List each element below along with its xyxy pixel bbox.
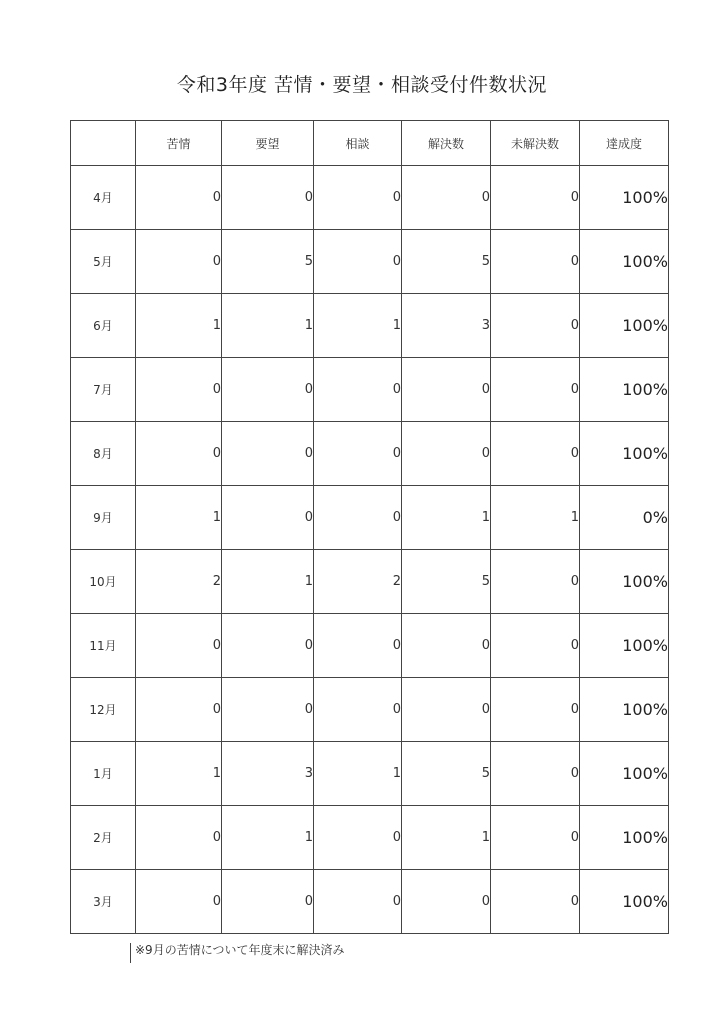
- unresolved-cell: 0: [491, 358, 580, 422]
- month-cell: 7月: [71, 358, 136, 422]
- consultations-cell: 0: [314, 614, 402, 678]
- resolved-cell: 3: [402, 294, 491, 358]
- table-row: [71, 678, 669, 742]
- achievement-rate-cell: 100%: [580, 422, 669, 486]
- unresolved-cell: 0: [491, 806, 580, 870]
- unresolved-cell: 0: [491, 742, 580, 806]
- header-achievement-rate: 達成度: [580, 121, 669, 166]
- consultations-cell: 0: [314, 230, 402, 294]
- unresolved-cell: 0: [491, 294, 580, 358]
- complaints-cell: 1: [136, 294, 222, 358]
- achievement-rate-cell: 100%: [580, 230, 669, 294]
- resolved-cell: 0: [402, 166, 491, 230]
- unresolved-cell: 0: [491, 230, 580, 294]
- footnote: ※9月の苦情について年度末に解決済み: [130, 943, 344, 963]
- consultations-cell: 0: [314, 422, 402, 486]
- month-cell: 4月: [71, 166, 136, 230]
- complaints-cell: 0: [136, 166, 222, 230]
- consultations-cell: 0: [314, 870, 402, 934]
- unresolved-cell: 0: [491, 614, 580, 678]
- complaints-cell: 2: [136, 550, 222, 614]
- table-row: [71, 806, 669, 870]
- table-row: [71, 166, 669, 230]
- month-cell: 12月: [71, 678, 136, 742]
- month-cell: 8月: [71, 422, 136, 486]
- complaints-cell: 0: [136, 230, 222, 294]
- achievement-rate-cell: 100%: [580, 294, 669, 358]
- header-resolved: 解決数: [402, 121, 491, 166]
- unresolved-cell: 0: [491, 550, 580, 614]
- achievement-rate-cell: 100%: [580, 870, 669, 934]
- table-row: [71, 358, 669, 422]
- consultations-cell: 0: [314, 486, 402, 550]
- resolved-cell: 5: [402, 230, 491, 294]
- complaints-cell: 0: [136, 614, 222, 678]
- unresolved-cell: 0: [491, 870, 580, 934]
- table-row: [71, 550, 669, 614]
- header-unresolved: 未解決数: [491, 121, 580, 166]
- requests-cell: 0: [222, 422, 314, 486]
- consultations-cell: 2: [314, 550, 402, 614]
- month-cell: 6月: [71, 294, 136, 358]
- month-cell: 11月: [71, 614, 136, 678]
- complaints-cell: 1: [136, 486, 222, 550]
- requests-cell: 0: [222, 486, 314, 550]
- page-title: 令和3年度 苦情・要望・相談受付件数状況: [176, 74, 548, 96]
- resolved-cell: 0: [402, 678, 491, 742]
- complaints-table: [70, 120, 669, 934]
- unresolved-cell: 0: [491, 678, 580, 742]
- header-corner: [71, 121, 136, 166]
- achievement-rate-cell: 100%: [580, 166, 669, 230]
- achievement-rate-cell: 100%: [580, 614, 669, 678]
- requests-cell: 1: [222, 294, 314, 358]
- complaints-cell: 0: [136, 358, 222, 422]
- table-row: [71, 486, 669, 550]
- resolved-cell: 5: [402, 742, 491, 806]
- achievement-rate-cell: 100%: [580, 550, 669, 614]
- requests-cell: 3: [222, 742, 314, 806]
- resolved-cell: 1: [402, 486, 491, 550]
- month-cell: 5月: [71, 230, 136, 294]
- complaints-cell: 0: [136, 870, 222, 934]
- header-consultations: 相談: [314, 121, 402, 166]
- month-cell: 10月: [71, 550, 136, 614]
- requests-cell: 0: [222, 870, 314, 934]
- requests-cell: 0: [222, 358, 314, 422]
- header-requests: 要望: [222, 121, 314, 166]
- resolved-cell: 0: [402, 422, 491, 486]
- achievement-rate-cell: 100%: [580, 806, 669, 870]
- header-row: [71, 121, 669, 166]
- requests-cell: 5: [222, 230, 314, 294]
- achievement-rate-cell: 0%: [580, 486, 669, 550]
- table-row: [71, 230, 669, 294]
- resolved-cell: 0: [402, 614, 491, 678]
- resolved-cell: 5: [402, 550, 491, 614]
- table-row: [71, 614, 669, 678]
- complaints-cell: 0: [136, 678, 222, 742]
- table-row: [71, 422, 669, 486]
- table-row: [71, 742, 669, 806]
- consultations-cell: 1: [314, 742, 402, 806]
- table-row: [71, 870, 669, 934]
- consultations-cell: 0: [314, 166, 402, 230]
- table-row: [71, 294, 669, 358]
- consultations-cell: 0: [314, 806, 402, 870]
- consultations-cell: 1: [314, 294, 402, 358]
- consultations-cell: 0: [314, 678, 402, 742]
- complaints-cell: 0: [136, 422, 222, 486]
- requests-cell: 1: [222, 550, 314, 614]
- month-cell: 2月: [71, 806, 136, 870]
- requests-cell: 0: [222, 166, 314, 230]
- achievement-rate-cell: 100%: [580, 358, 669, 422]
- resolved-cell: 1: [402, 806, 491, 870]
- month-cell: 1月: [71, 742, 136, 806]
- requests-cell: 0: [222, 614, 314, 678]
- complaints-cell: 0: [136, 806, 222, 870]
- requests-cell: 0: [222, 678, 314, 742]
- achievement-rate-cell: 100%: [580, 742, 669, 806]
- unresolved-cell: 1: [491, 486, 580, 550]
- month-cell: 3月: [71, 870, 136, 934]
- unresolved-cell: 0: [491, 166, 580, 230]
- header-complaints: 苦情: [136, 121, 222, 166]
- complaints-cell: 1: [136, 742, 222, 806]
- achievement-rate-cell: 100%: [580, 678, 669, 742]
- consultations-cell: 0: [314, 358, 402, 422]
- unresolved-cell: 0: [491, 422, 580, 486]
- requests-cell: 1: [222, 806, 314, 870]
- resolved-cell: 0: [402, 870, 491, 934]
- month-cell: 9月: [71, 486, 136, 550]
- resolved-cell: 0: [402, 358, 491, 422]
